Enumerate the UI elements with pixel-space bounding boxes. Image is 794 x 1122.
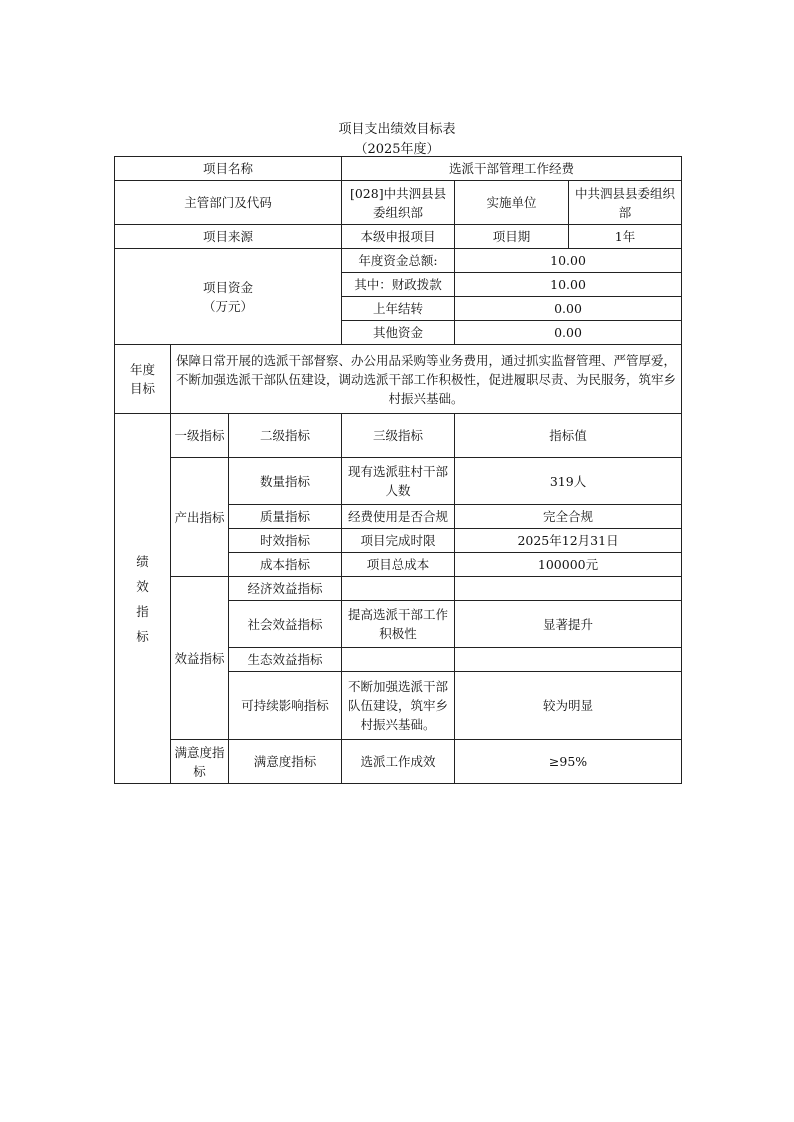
benefit-l3: 不断加强选派干部队伍建设，筑牢乡村振兴基础。 bbox=[342, 672, 455, 740]
funds-label-line2: （万元） bbox=[203, 298, 254, 314]
satisfaction-indicator-label: 满意度指标 bbox=[171, 740, 229, 784]
benefit-value bbox=[455, 648, 682, 672]
header-level3: 三级指标 bbox=[342, 414, 455, 458]
indicators-section-char: 指 bbox=[136, 603, 149, 619]
output-l3: 经费使用是否合规 bbox=[342, 505, 455, 529]
source-label: 项目来源 bbox=[115, 225, 342, 249]
funds-other-label: 其他资金 bbox=[342, 321, 455, 345]
header-level2: 二级指标 bbox=[229, 414, 342, 458]
benefit-l3: 提高选派干部工作积极性 bbox=[342, 601, 455, 648]
benefit-value bbox=[455, 577, 682, 601]
output-l2: 时效指标 bbox=[229, 529, 342, 553]
output-l2: 质量指标 bbox=[229, 505, 342, 529]
benefit-value: 显著提升 bbox=[455, 601, 682, 648]
period-value: 1年 bbox=[569, 225, 682, 249]
output-l3: 项目完成时限 bbox=[342, 529, 455, 553]
benefit-l2: 经济效益指标 bbox=[229, 577, 342, 601]
indicators-section-label bbox=[115, 414, 171, 784]
indicators-section-char: 效 bbox=[136, 578, 149, 594]
output-value: 2025年12月31日 bbox=[455, 529, 682, 553]
header-level1: 一级指标 bbox=[171, 414, 229, 458]
benefit-l3 bbox=[342, 648, 455, 672]
benefit-l2: 生态效益指标 bbox=[229, 648, 342, 672]
source-value: 本级申报项目 bbox=[342, 225, 455, 249]
goal-label-line1: 年度 bbox=[129, 362, 155, 377]
satisfaction-value: ≥95% bbox=[455, 740, 682, 784]
impl-unit-value: 中共泗县县委组织部 bbox=[569, 181, 682, 225]
goal-label bbox=[115, 345, 171, 414]
indicators-section-char: 标 bbox=[136, 628, 149, 644]
period-label: 项目期 bbox=[455, 225, 569, 249]
output-l2: 成本指标 bbox=[229, 553, 342, 577]
dept-value: [028]中共泗县县委组织部 bbox=[342, 181, 455, 225]
output-value: 319人 bbox=[455, 458, 682, 505]
output-l2: 数量指标 bbox=[229, 458, 342, 505]
funds-other-value: 0.00 bbox=[455, 321, 682, 345]
header-value: 指标值 bbox=[455, 414, 682, 458]
output-value: 完全合规 bbox=[455, 505, 682, 529]
output-l3: 现有选派驻村干部人数 bbox=[342, 458, 455, 505]
goal-text: 保障日常开展的选派干部督察、办公用品采购等业务费用，通过抓实监督管理、严管厚爱，不断加强选派干部队伍建设，调动选派干部工作积极性，促进履职尽责、为民服务，筑牢乡村振兴基础。 bbox=[171, 345, 682, 414]
funds-carryover-value: 0.00 bbox=[455, 297, 682, 321]
dept-label: 主管部门及代码 bbox=[115, 181, 342, 225]
benefit-value: 较为明显 bbox=[455, 672, 682, 740]
benefit-indicator-label: 效益指标 bbox=[171, 577, 229, 740]
funds-label bbox=[115, 249, 342, 345]
satisfaction-l2: 满意度指标 bbox=[229, 740, 342, 784]
funds-total-label: 年度资金总额: bbox=[342, 249, 455, 273]
output-value: 100000元 bbox=[455, 553, 682, 577]
impl-unit-label: 实施单位 bbox=[455, 181, 569, 225]
project-name-value: 选派干部管理工作经费 bbox=[342, 157, 682, 181]
funds-fiscal-value: 10.00 bbox=[455, 273, 682, 297]
goal-label-line2: 目标 bbox=[129, 381, 155, 396]
project-name-label: 项目名称 bbox=[115, 157, 342, 181]
document-year: （2025年度） bbox=[354, 142, 440, 157]
benefit-l2: 可持续影响指标 bbox=[229, 672, 342, 740]
document-title: 项目支出绩效目标表 bbox=[338, 122, 456, 137]
output-l3: 项目总成本 bbox=[342, 553, 455, 577]
funds-label-line1: 项目资金 bbox=[203, 279, 254, 295]
benefit-l3 bbox=[342, 577, 455, 601]
performance-target-table bbox=[114, 156, 682, 784]
satisfaction-l3: 选派工作成效 bbox=[342, 740, 455, 784]
funds-carryover-label: 上年结转 bbox=[342, 297, 455, 321]
output-indicator-label: 产出指标 bbox=[171, 458, 229, 577]
funds-fiscal-label: 其中：财政拨款 bbox=[342, 273, 455, 297]
benefit-l2: 社会效益指标 bbox=[229, 601, 342, 648]
funds-total-value: 10.00 bbox=[455, 249, 682, 273]
indicators-section-char: 绩 bbox=[136, 553, 149, 569]
